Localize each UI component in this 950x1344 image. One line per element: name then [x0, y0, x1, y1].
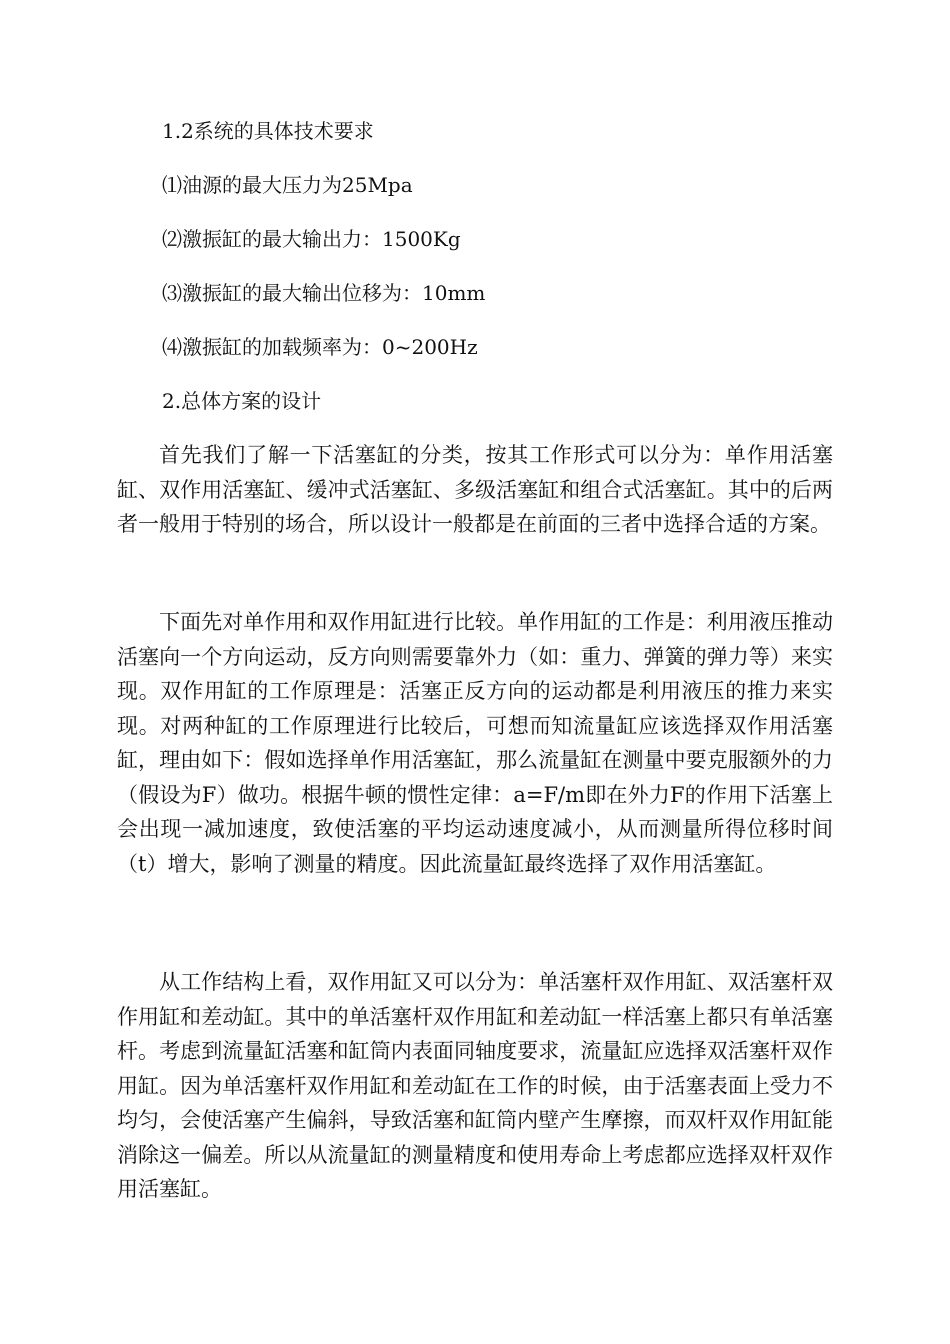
requirement-item-4: ⑷激振缸的加载频率为：0~200Hz — [162, 335, 478, 359]
requirement-item-2: ⑵激振缸的最大输出力：1500Kg — [162, 227, 461, 251]
paragraph-single-vs-double-acting: 下面先对单作用和双作用缸进行比较。单作用缸的工作是：利用液压推动活塞向一个方向运动，反方向则需要靠外力（如：重力、弹簧的弹力等）来实现。双作用缸的工作原理是：活塞正反方向的运动都是利用液压的推力来实现。对两种缸的工作原理进行比较后，可想而知流量缸应该选择双作用活塞缸，理由如下：假如选择单作用活塞缸，那么流量缸在测量中要克服额外的力（假设为F）做功。根据牛顿的惯性定律：a=F/m即在外力F的作用下活塞上会出现一减加速度，致使活塞的平均运动速度减小，从而测量所得位移时间（t）增大，影响了测量的精度。因此流量缸最终选择了双作用活塞缸。 — [117, 610, 833, 876]
paragraph-piston-classification: 首先我们了解一下活塞缸的分类，按其工作形式可以分为：单作用活塞缸、双作用活塞缸、缓冲式活塞缸、多级活塞缸和组合式活塞缸。其中的后两者一般用于特别的场合，所以设计一般都是在前面的三者中选择合适的方案。 — [117, 443, 833, 536]
section-heading-2: 2.总体方案的设计 — [162, 389, 322, 413]
section-heading-1-2: 1.2系统的具体技术要求 — [162, 119, 374, 143]
requirement-item-1: ⑴油源的最大压力为25Mpa — [162, 173, 413, 197]
requirement-item-3: ⑶激振缸的最大输出位移为：10mm — [162, 281, 486, 305]
paragraph-double-rod-selection: 从工作结构上看，双作用缸又可以分为：单活塞杆双作用缸、双活塞杆双作用缸和差动缸。其中的单活塞杆双作用缸和差动缸一样活塞上都只有单活塞杆。考虑到流量缸活塞和缸筒内表面同轴度要求，流量缸应选择双活塞杆双作用缸。因为单活塞杆双作用缸和差动缸在工作的时候，由于活塞表面上受力不均匀，会使活塞产生偏斜，导致活塞和缸筒内壁产生摩擦，而双杆双作用缸能消除这一偏差。所以从流量缸的测量精度和使用寿命上考虑都应选择双杆双作用活塞缸。 — [117, 970, 833, 1201]
